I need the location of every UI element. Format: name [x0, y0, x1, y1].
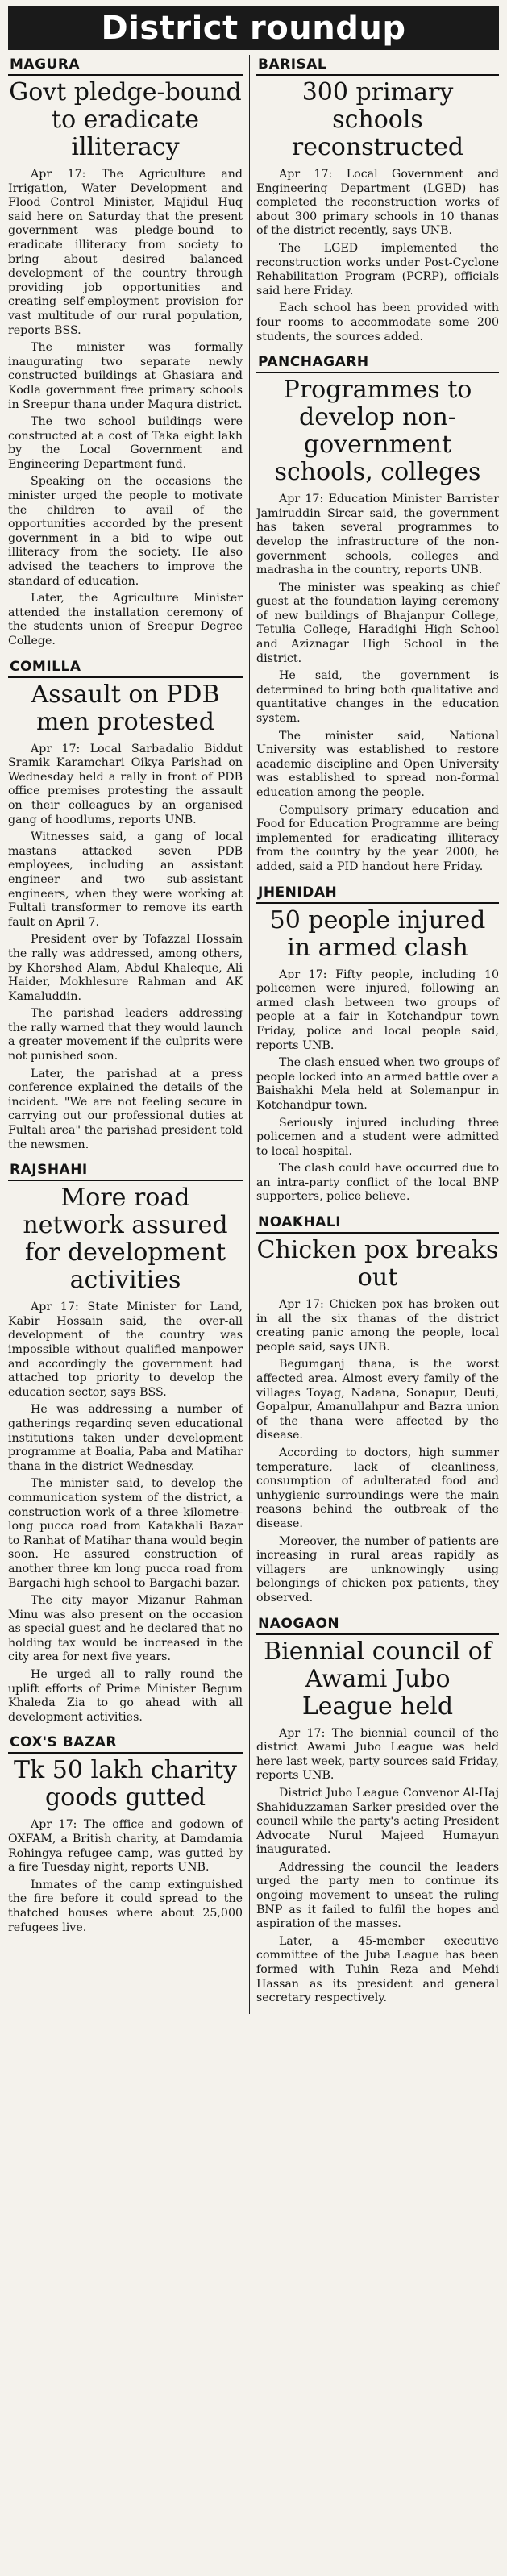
body-paragraph: Apr 17: The Agriculture and Irrigation, Water Development and Flood Control Minister, Majidul Huq said here on Saturday that the present government was pledge-bound to eradicate illiteracy from society to bring about desired balanced development of the country through providing job opportunities and creating self-employment provision for vast multitude of our rural population, reports BSS. [8, 168, 243, 337]
body-paragraph: Apr 17: State Minister for Land, Kabir Hossain said, the over-all development of the country was impossible without qualified manpower and accordingly the government had attached top priority to develop the education sector, says BSS. [8, 1300, 243, 1399]
headline: Govt pledge-bound to eradicate illiteracy [9, 78, 242, 161]
body-paragraph: Apr 17: Fifty people, including 10 policemen were injured, following an armed clash between two groups of people at a fair in Kotchandpur town Friday, police and local people said, reports UNB. [256, 968, 499, 1052]
body-paragraph: District Jubo League Convenor Al-Haj Shahiduzzaman Sarker presided over the council while the party's acting President Advocate Nurul Majeed Humayun inaugurated. [256, 1786, 499, 1857]
dateline: NOAKHALI [256, 1213, 499, 1234]
body-paragraph: Compulsory primary education and Food for Education Programme are being implemented for eradicating illiteracy from the country by the year 2000, he added, said a PID handout here Friday. [256, 803, 499, 873]
body-paragraph: Apr 17: Education Minister Barrister Jamiruddin Sircar said, the government has taken several programmes to develop the infrastructure of the non-government schools, colleges and madrasha in the country, reports UNB. [256, 493, 499, 577]
body-paragraph: The city mayor Mizanur Rahman Minu was also present on the occasion as special guest and he declared that no holding tax would be increased in the city area for next five years. [8, 1594, 243, 1664]
news-story [256, 1614, 499, 2006]
news-story [8, 55, 243, 649]
dateline: BARISAL [256, 55, 499, 76]
body-paragraph: The two school buildings were constructed at a cost of Taka eight lakh by the Local Government and Engineering Department fund. [8, 415, 243, 471]
left-column [8, 55, 250, 2014]
dateline: COX'S BAZAR [8, 1733, 243, 1754]
headline: 50 people injured in armed clash [269, 905, 486, 962]
dateline: JHENIDAH [256, 883, 499, 904]
body-paragraph: Begumganj thana, is the worst affected area. Almost every family of the villages Toyag, Nadana, Sonapur, Deuti, Gopalpur, Amanullahpur and Bazra union of the thana were affected by the disease. [256, 1358, 499, 1442]
body-paragraph: Speaking on the occasions the minister urged the people to motivate the children to avail of the opportunities accorded by the present government in a bid to wipe out illiteracy from the society. He also advised the teachers to improve the standard of education. [8, 475, 243, 588]
body-paragraph: According to doctors, high summer temperature, lack of cleanliness, consumption of adulterated food and unhygienic surroundings were the main reasons behind the outbreak of the disease. [256, 1446, 499, 1530]
headline: More road network assured for development activities [23, 1184, 228, 1295]
right-column [250, 55, 499, 2014]
body-paragraph: The clash could have occurred due to an intra-party conflict of the local BNP supporters, police believe. [256, 1162, 499, 1204]
news-story [8, 657, 243, 1153]
body-paragraph: Later, the parishad at a press conference explained the details of the incident. "We are not feeling secure in carrying out our professional duties at Fultali area" the parishad president told the newsmen. [8, 1067, 243, 1151]
news-story [8, 1160, 243, 1725]
body-paragraph: The minister was formally inaugurating two separate newly constructed buildings at Ghasiara and Kodla government free primary schools in Sreepur thana under Magura district. [8, 341, 243, 411]
headline: Assault on PDB men protested [31, 680, 220, 736]
headline: Tk 50 lakh charity goods gutted [14, 1756, 237, 1812]
body-paragraph: Inmates of the camp extinguished the fire before it could spread to the thatched houses where about 25,000 refugees live. [8, 1878, 243, 1934]
body-paragraph: The LGED implemented the reconstruction works under Post-Cyclone Rehabilitation Program (PCRP), officials said here Friday. [256, 241, 499, 298]
section-banner: District roundup [8, 6, 499, 50]
body-paragraph: Apr 17: The office and godown of OXFAM, a British charity, at Damdamia Rohingya refugee camp, was gutted by a fire Tuesday night, reports UNB. [8, 1818, 243, 1875]
body-paragraph: The clash ensued when two groups of people locked into an armed battle over a Baishakhi Mela held at Solemanpur in Kotchandpur town. [256, 1056, 499, 1112]
dateline: MAGURA [8, 55, 243, 76]
body-paragraph: Apr 17: Local Government and Engineering Department (LGED) has completed the reconstruction works of about 300 primary schools in 10 thanas of the district recently, says UNB. [256, 168, 499, 238]
news-story [256, 883, 499, 1205]
headline: 300 primary schools reconstructed [291, 78, 464, 161]
body-paragraph: Addressing the council the leaders urged the party men to continue its ongoing movement to unseat the ruling BNP as it failed to fulfil the hopes and aspiration of the masses. [256, 1860, 499, 1931]
body-paragraph: Seriously injured including three policemen and a student were admitted to local hospital. [256, 1116, 499, 1158]
body-paragraph: He urged all to rally round the uplift efforts of Prime Minister Begum Khaleda Zia to go ahead with all development activities. [8, 1668, 243, 1724]
body-paragraph: Moreover, the number of patients are increasing in rural areas rapidly as villagers are unknowingly using belongings of chicken pox patients, they observed. [256, 1534, 499, 1604]
dateline: NAOGAON [256, 1614, 499, 1635]
body-paragraph: President over by Tofazzal Hossain the rally was addressed, among others, by Khorshed Alam, Abdul Khaleque, Ali Haider, Mokhlesure Rahman and AK Kamaluddin. [8, 933, 243, 1003]
body-paragraph: The minister said, to develop the communication system of the district, a construction work of a three kilometre-long pucca road from Katakhali Bazar to Ranhat of Matihar thana would begin soon. He assured construction of another three km long pucca road from Bargachi high school to Bargachi bazar. [8, 1477, 243, 1590]
news-story [8, 1733, 243, 1935]
body-paragraph: Apr 17: Chicken pox has broken out in all the six thanas of the district creating panic among the people, local people said, says UNB. [256, 1298, 499, 1354]
news-story [256, 352, 499, 874]
body-paragraph: He was addressing a number of gatherings regarding seven educational institutions taken under development programme at Boalia, Paba and Matihar thana in the district Wednesday. [8, 1403, 243, 1473]
body-paragraph: He said, the government is determined to bring both qualitative and quantitative changes in the education system. [256, 669, 499, 726]
body-paragraph: Later, a 45-member executive committee of the Juba League has been formed with Tuhin Reza and Mehdi Hassan as its president and general secretary respectively. [256, 1934, 499, 2005]
body-paragraph: Apr 17: The biennial council of the district Awami Jubo League was held here last week, party sources said Friday, reports UNB. [256, 1726, 499, 1783]
body-paragraph: Apr 17: Local Sarbadalio Biddut Sramik Karamchari Oikya Parishad on Wednesday held a rally in front of PDB office premises protesting the assault on their colleagues by an organised gang of hoodlums, reports UNB. [8, 742, 243, 826]
headline: Programmes to develop non-government schools, colleges [274, 376, 481, 487]
dateline: PANCHAGARH [256, 352, 499, 373]
news-story [256, 55, 499, 344]
news-story [256, 1213, 499, 1605]
body-paragraph: Later, the Agriculture Minister attended the installation ceremony of the students union of Sreepur Degree College. [8, 592, 243, 647]
body-paragraph: The parishad leaders addressing the rally warned that they would launch a greater movement if the culprits were not punished soon. [8, 1007, 243, 1063]
headline: Chicken pox breaks out [256, 1236, 499, 1292]
body-paragraph: The minister said, National University was established to restore academic discipline and Open University was established to spread non-formal education among the people. [256, 729, 499, 799]
body-paragraph: Witnesses said, a gang of local mastans attacked seven PDB employees, including an assistant engineer and two sub-assistant engineers, when they were working at Fultali transformer to remove its earth fault on April 7. [8, 830, 243, 929]
body-paragraph: The minister was speaking as chief guest at the foundation laying ceremony of new buildings of Bhajanpur College, Tetulia College, Haradighi High School and Aziznagar High School in the district. [256, 581, 499, 665]
headline: Biennial council of Awami Jubo League held [264, 1637, 492, 1721]
dateline: RAJSHAHI [8, 1160, 243, 1181]
body-paragraph: Each school has been provided with four rooms to accommodate some 200 students, the sources added. [256, 302, 499, 343]
dateline: COMILLA [8, 657, 243, 678]
columns [8, 55, 499, 2014]
